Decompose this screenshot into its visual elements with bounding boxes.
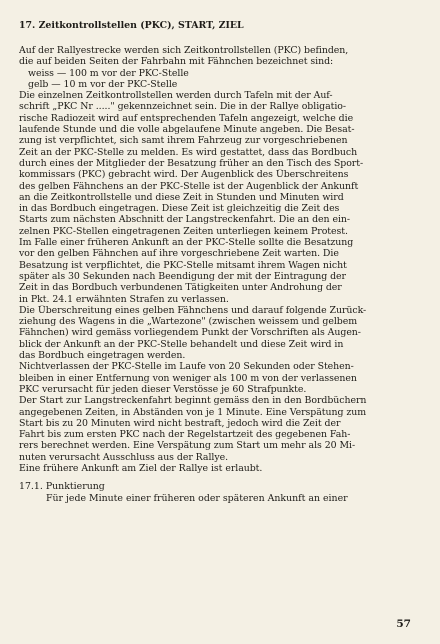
text-line: an die Zeitkontrollstelle und diese Zeit in Stunden und Minuten wird [19, 191, 344, 203]
text-line: durch eines der Mitglieder der Besatzung früher an den Tisch des Sport- [19, 157, 364, 169]
text-line: Starts zum nächsten Abschnitt der Langstreckenfahrt. Die an den ein- [19, 214, 351, 226]
text-line: Nichtverlassen der PKC-Stelle im Laufe von 20 Sekunden oder Stehen- [19, 361, 354, 373]
text-line: angegebenen Zeiten, in Abständen von je 1 Minute. Eine Verspätung zum [19, 406, 367, 418]
text-line: Zeit in das Bordbuch verbundenen Tätigkeiten unter Androhung der [19, 282, 342, 294]
text-line: später als 30 Sekunden nach Beendigung der mit der Eintragung der [19, 270, 346, 282]
text-line: Die einzelnen Zeitkontrollstellen werden durch Tafeln mit der Auf- [19, 90, 333, 102]
text-line: zelnen PKC-Stellen eingetragenen Zeiten unterliegen keinem Protest. [19, 225, 348, 237]
text-line: Im Falle einer früheren Ankunft an der PKC-Stelle sollte die Besatzung [19, 237, 354, 249]
text-line: in das Bordbuch eingetragen. Diese Zeit ist gleichzeitig die Zeit des [19, 203, 340, 215]
text-line: zung ist verpflichtet, sich samt ihrem Fahrzeug zur vorgeschriebenen [19, 135, 348, 147]
text-line: Der Start zur Langstreckenfahrt beginnt gemäss den in den Bordbüchern [19, 395, 367, 407]
text-line: laufende Stunde und die volle abgelaufene Minute angeben. Die Besat- [19, 124, 355, 136]
page-number: 57 [396, 618, 411, 630]
subsection-heading: 17.1. Punktierung [19, 481, 105, 493]
text-line: in Pkt. 24.1 erwähnten Strafen zu verlassen. [19, 293, 229, 305]
section-body [19, 45, 420, 474]
text-line: Start bis zu 20 Minuten wird nicht bestraft, jedoch wird die Zeit der [19, 417, 341, 429]
subsection-text: Für jede Minute einer früheren oder späteren Ankunft an einer [46, 493, 348, 505]
text-line: vor den gelben Fähnchen auf ihre vorgeschriebene Zeit warten. Die [19, 248, 339, 260]
section-heading: 17. Zeitkontrollstellen (PKC), START, ZIEL [19, 20, 244, 31]
text-line: Die Überschreitung eines gelben Fähnchens und darauf folgende Zurück- [19, 304, 367, 316]
text-line-yellow-flag: gelb — 10 m vor der PKC-Stelle [28, 78, 178, 90]
text-line: Besatzung ist verpflichtet, die PKC-Stelle mitsamt ihrem Wagen nicht [19, 259, 347, 271]
text-line: blick der Ankunft an der PKC-Stelle behandelt und diese Zeit wird in [19, 338, 344, 350]
text-line: schrift „PKC Nr ....." gekennzeichnet sein. Die in der Rallye obligatio- [19, 101, 347, 113]
text-line: ziehung des Wagens in die „Wartezone" (zwischen weissem und gelbem [19, 316, 358, 328]
text-line: Auf der Rallyestrecke werden sich Zeitkontrollstellen (PKC) befinden, [19, 45, 349, 56]
text-line: bleiben in einer Entfernung von weniger als 100 m von der verlassenen [19, 372, 357, 384]
text-line: kommissars (PKC) gebracht wird. Der Augenblick des Überschreitens [19, 169, 349, 181]
text-line: das Bordbuch eingetragen werden. [19, 350, 186, 362]
text-line: nuten verursacht Ausschluss aus der Rallye. [19, 451, 229, 463]
text-line: rische Radiozeit wird auf entsprechenden Tafeln angezeigt, welche die [19, 112, 354, 124]
text-line: PKC verursacht für jeden dieser Verstösse je 60 Strafpunkte. [19, 383, 307, 395]
text-line: Fähnchen) wird gemäss vorliegendem Punkt der Vorschriften als Augen- [19, 327, 361, 339]
text-line: Eine frühere Ankunft am Ziel der Rallye ist erlaubt. [19, 462, 263, 474]
text-line: Fahrt bis zum ersten PKC nach der Regelstartzeit des gegebenen Fah- [19, 429, 351, 441]
text-line: Zeit an der PKC-Stelle zu melden. Es wird gestattet, dass das Bordbuch [19, 146, 358, 158]
text-line: des gelben Fähnchens an der PKC-Stelle ist der Augenblick der Ankunft [19, 180, 359, 192]
text-line: rers berechnet werden. Eine Verspätung zum Start um mehr als 20 Mi- [19, 440, 356, 452]
text-line: die auf beiden Seiten der Fahrbahn mit Fähnchen bezeichnet sind: [19, 56, 334, 68]
text-line-white-flag: weiss — 100 m vor der PKC-Stelle [28, 67, 189, 79]
